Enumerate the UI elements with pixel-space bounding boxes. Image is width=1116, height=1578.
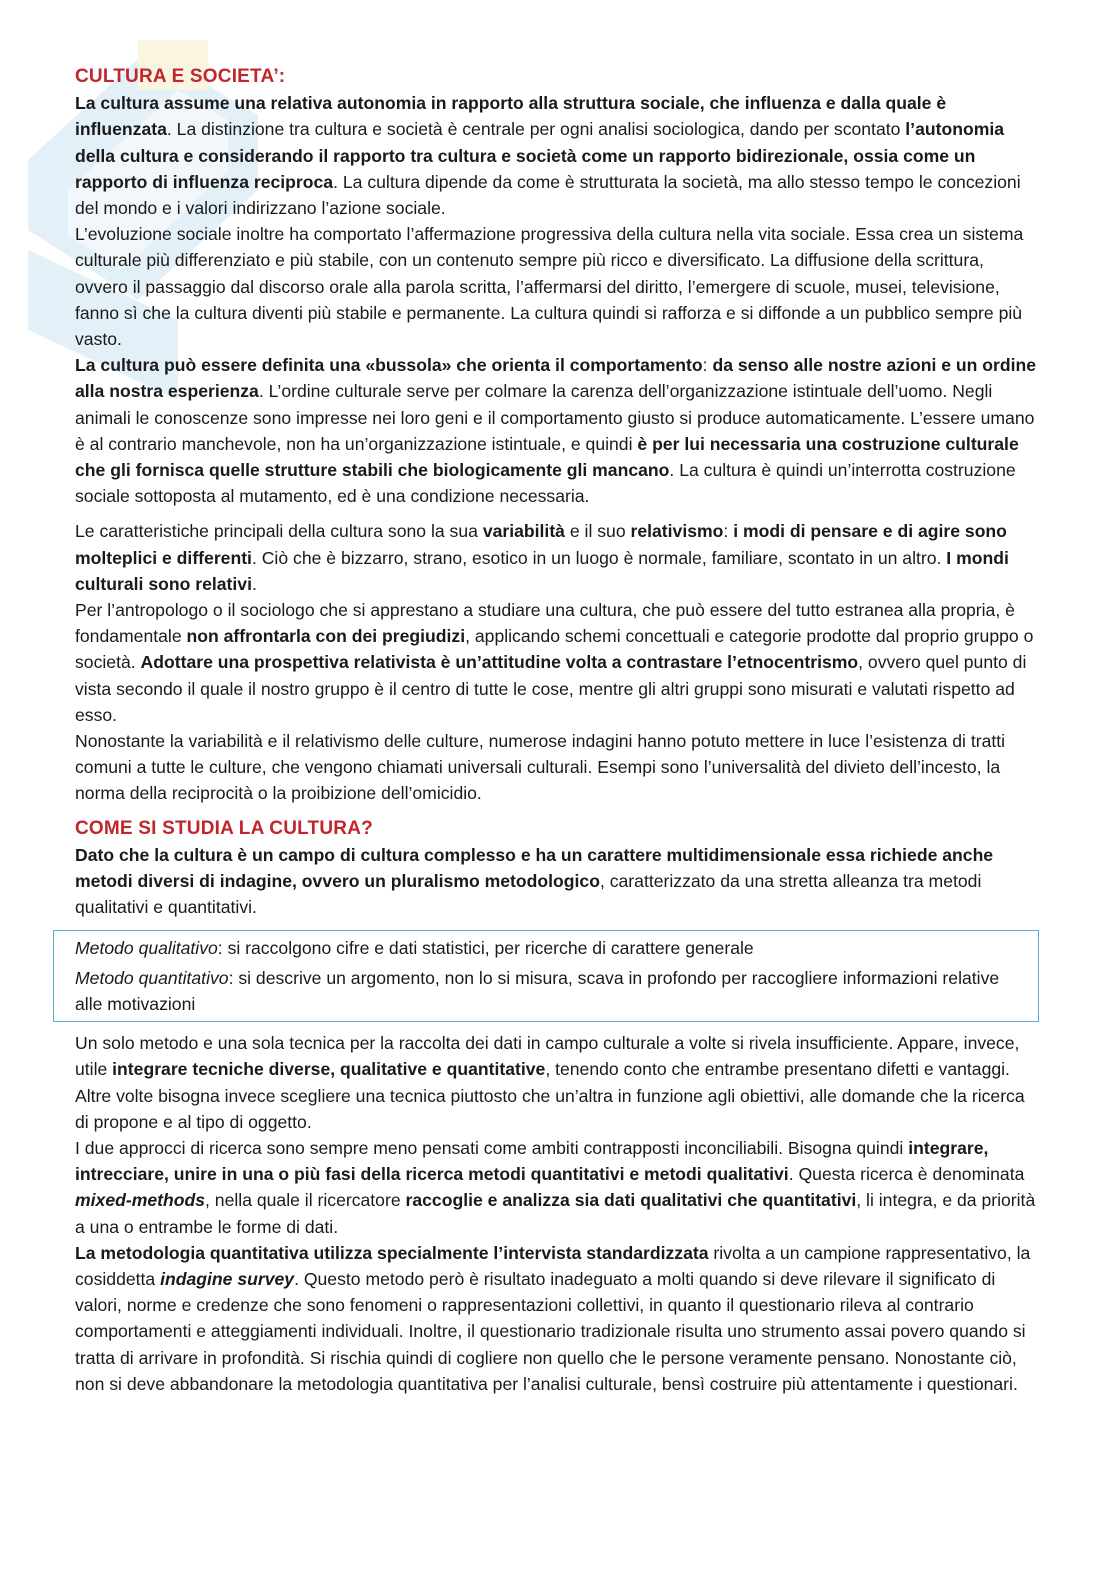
text: . La cultura dipende da come è strutturata la società, ma allo stesso tempo le concezioni del mondo e i valori indirizzano l’azione sociale. (75, 171, 1021, 219)
text: : si descrive un argomento, non lo si misura, scava in profondo per raccogliere informazioni relative alle motivazioni (75, 967, 1000, 1014)
paragraph (75, 1240, 1041, 1397)
text: , ovvero quel punto di vista secondo il quale il nostro gruppo è il centro di tutte le cose, mentre gli altri gruppi sono misurati e valutati rispetto ad esso. (75, 652, 1027, 725)
bold-text: La cultura può essere definita una «bussola» che orienta il comportamento (75, 355, 703, 376)
text: , caratterizzato da una stretta alleanza tra metodi qualitativi e quantitativi. (75, 871, 982, 918)
document-content (75, 64, 1041, 1397)
paragraph (75, 597, 1041, 728)
bold-text: integrare, intrecciare, unire in una o più fasi della ricerca metodi quantitativi e metodi qualitativi (75, 1137, 989, 1185)
bold-text: è per lui necessaria una costruzione culturale che gli fornisca quelle strutture stabili che biologicamente gli mancano (75, 433, 1019, 481)
paragraph (75, 1135, 1041, 1240)
text: . L’ordine culturale serve per colmare la carenza dell’organizzazione istintuale dell’uomo. Negli animali le conoscenze sono impresse nei loro geni e il comportamento giusto si produce automaticamente. L’essere umano è al contrario manchevole, non ha un’organizzazione istintuale, e quindi (75, 381, 1035, 454)
method-definition-qualitativo (75, 935, 1028, 961)
text: : (702, 355, 713, 376)
bold-text: Dato che la cultura è un campo di cultura complesso e ha un carattere multidimensionale essa richiede anche metodi diversi di indagine, ovvero un pluralismo metodologico (75, 844, 994, 892)
method-definition-quantitativo (75, 965, 1028, 1017)
text: , tenendo conto che entrambe presentano difetti e vantaggi. Altre volte bisogna invece scegliere una tecnica piuttosto che un’altra in funzione agli obiettivi, alle domande che la ricerca di propone e al tipo di oggetto. (75, 1059, 1025, 1132)
text: Per l’antropologo o il sociologo che si apprestano a studiare una cultura, che può essere del tutto estranea alla propria, è fondamentale (75, 600, 1015, 647)
bold-text: Adottare una prospettiva relativista è un’attitudine volta a contrastare l’etnocentrismo (140, 652, 859, 673)
bold-text: da senso alle nostre azioni e un ordine alla nostra esperienza (75, 355, 1037, 402)
text: , li integra, e da priorità a una o entrambe le forme di dati. (75, 1190, 1036, 1237)
bold-text: relativismo (630, 521, 724, 542)
text: , applicando schemi concettuali e categorie prodotte dal proprio gruppo o società. (75, 626, 1034, 673)
bold-text: integrare tecniche diverse, qualitative e quantitative (112, 1059, 546, 1080)
text: . Ciò che è bizzarro, strano, esotico in un luogo è normale, familiare, scontato in un altro. (251, 547, 947, 568)
text: Le caratteristiche principali della cultura sono la sua (75, 521, 483, 542)
text: e il suo (564, 521, 631, 542)
bold-text: l’autonomia della cultura e considerando il rapporto tra cultura e società come un rapporto bidirezionale, ossia come un rapporto di influenza reciproca (75, 119, 1005, 192)
text: : si raccolgono cifre e dati statistici, per ricerche di carattere generale (217, 937, 754, 958)
italic-term: Metodo quantitativo (75, 967, 229, 988)
text: . Questo metodo però è risultato inadeguato a molti quando si deve rilevare il significato di valori, norme e credenze che sono fenomeni o rappresentazioni collettivi, in quanto il questionario rileva al contrario comportamenti e atteggiamenti individuali. Inoltre, il questionario tradizionale risulta uno strumento assai povero quando si tratta di arrivare in profondità. Si rischia quindi di cogliere non quello che le persone veramente pensano. Nonostante ciò, non si deve abbandonare la metodologia quantitativa per l’analisi culturale, bensì costruire più attentamente i questionari. (75, 1268, 1026, 1394)
paragraph (75, 1030, 1041, 1135)
paragraph (75, 352, 1041, 509)
text: . La distinzione tra cultura e società è centrale per ogni analisi sociologica, dando per scontato (166, 119, 906, 140)
text: rivolta a un campione rappresentativo, la cosiddetta (75, 1242, 1031, 1289)
text: : (723, 521, 734, 542)
section-heading-come-si-studia: COME SI STUDIA LA CULTURA? (75, 817, 373, 839)
bold-text: variabilità (482, 521, 565, 542)
bold-italic-term: indagine survey (160, 1268, 295, 1289)
paragraph (75, 842, 1041, 921)
paragraph (75, 90, 1041, 221)
bold-text: non affrontarla con dei pregiudizi (186, 626, 466, 647)
bold-text: I mondi culturali sono relativi (75, 547, 1009, 594)
methods-definition-box (53, 930, 1039, 1023)
text: . (251, 573, 257, 594)
text: . La cultura è quindi un’interrotta costruzione sociale sottoposta al mutamento, ed è una condizione necessaria. (75, 460, 1016, 507)
text: , nella quale il ricercatore (205, 1190, 406, 1211)
bold-italic-term: mixed-methods (75, 1190, 206, 1211)
bold-text: raccoglie e analizza sia dati qualitativi che quantitativi (405, 1190, 857, 1211)
italic-term: Metodo qualitativo (75, 937, 218, 958)
bold-text: La cultura assume una relativa autonomia in rapporto alla struttura sociale, che influenza e dalla quale è influenzata (75, 93, 947, 140)
bold-text: La metodologia quantitativa utilizza specialmente l’intervista standardizzata (75, 1242, 709, 1263)
text: Un solo metodo e una sola tecnica per la raccolta dei dati in campo culturale a volte si rivela insufficiente. Appare, invece, utile (75, 1033, 1020, 1080)
section-heading-cultura-societa: CULTURA E SOCIETA’: (75, 66, 286, 87)
paragraph (75, 518, 1041, 597)
text: . Questa ricerca è denominata (788, 1164, 1025, 1185)
bold-text: i modi di pensare e di agire sono molteplici e differenti (75, 521, 1007, 568)
text: I due approcci di ricerca sono sempre meno pensati come ambiti contrapposti inconciliabili. Bisogna quindi (75, 1137, 909, 1158)
paragraph: L’evoluzione sociale inoltre ha comportato l’affermazione progressiva della cultura nella vita sociale. Essa crea un sistema culturale più differenziato e più stabile, con un contenuto sempre più ricco e diversificato. La diffusione della scrittura, ovvero il passaggio dal discorso orale alla parola scritta, l’affermarsi del diritto, l’emergere di scuole, musei, televisione, fanno sì che la cultura diventi più stabile e permanente. La cultura quindi si rafforza e si diffonde a un pubblico sempre più vasto. (75, 224, 1024, 350)
paragraph: Nonostante la variabilità e il relativismo delle culture, numerose indagini hanno potuto mettere in luce l’esistenza di tratti comuni a tutte le culture, che vengono chiamati universali culturali. Esempi sono l’universalità del divieto dell’incesto, la norma della reciprocità o la proibizione dell’omicidio. (75, 731, 1006, 804)
